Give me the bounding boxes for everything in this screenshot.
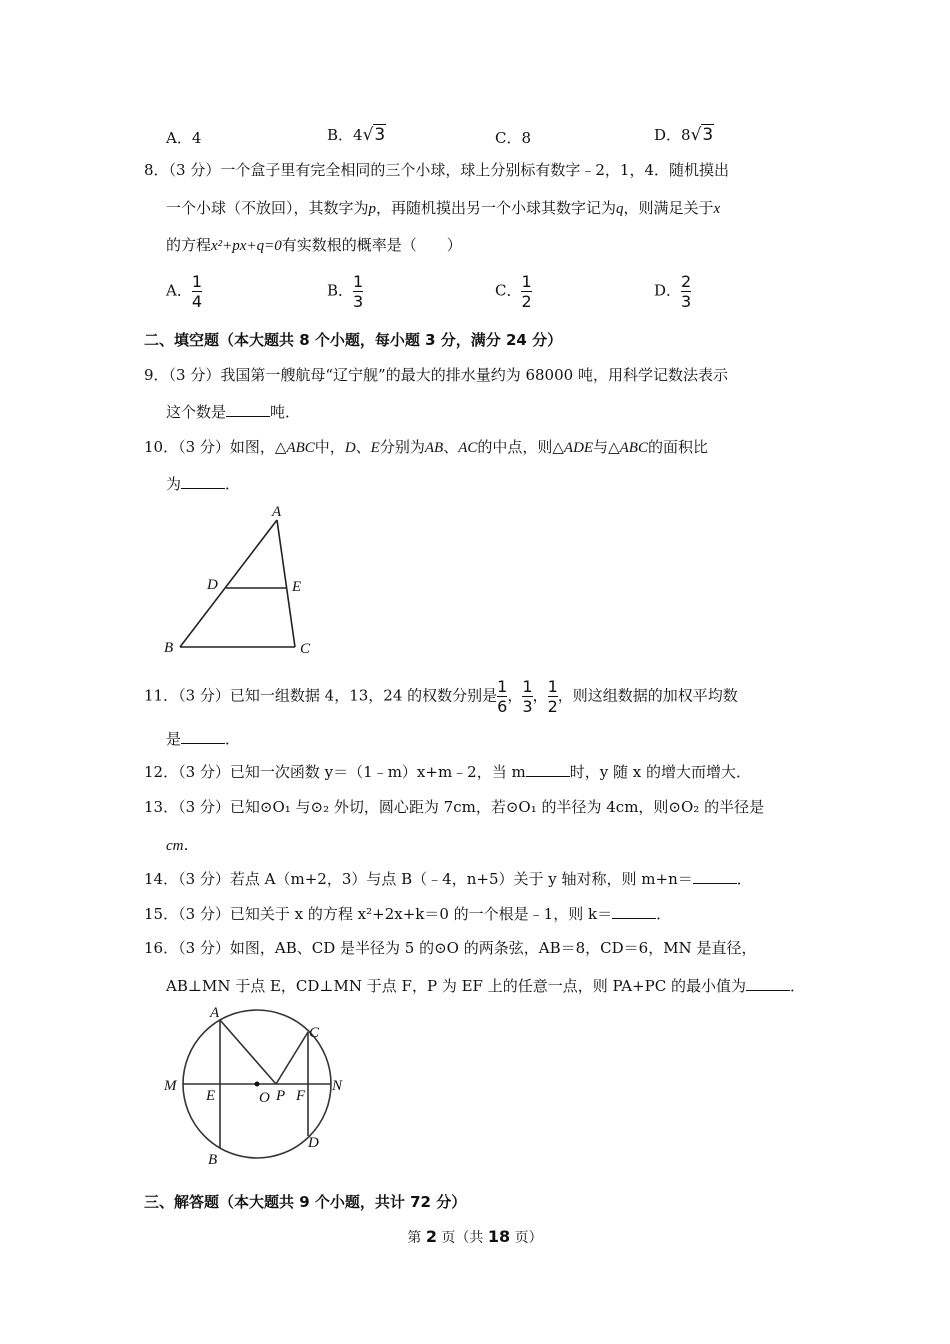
answer-blank[interactable] [693, 883, 737, 884]
text: ， [507, 686, 523, 705]
numerator: 2 [681, 272, 692, 291]
option-label: A． [166, 281, 192, 300]
fraction [522, 678, 532, 715]
q8-line3 [166, 235, 462, 256]
text: 为 [166, 475, 182, 493]
denominator: 4 [191, 292, 203, 311]
denominator: 3 [522, 697, 533, 716]
q16-line1 [144, 938, 756, 958]
question-text: （3 分）一个盒子里有完全相同的三个小球，球上分别标有数字﹣2，1，4．随机摸出 [168, 161, 729, 179]
var-x: x [713, 201, 721, 217]
option-label: C． [495, 129, 522, 147]
question-text: AB⊥MN 于点 E，CD⊥MN 于点 F，P 为 EF 上的任意一点，则 PA+PC 的最小值为 [166, 977, 746, 995]
segment-pc [276, 1032, 308, 1084]
question-text: （3 分）已知一次函数 y＝（1﹣m）x+m﹣2，当 m [178, 763, 526, 781]
fraction [521, 273, 531, 310]
q9-line2 [166, 402, 300, 422]
denominator: 2 [547, 697, 558, 716]
numerator: 1 [547, 677, 558, 696]
answer-blank[interactable] [526, 776, 570, 777]
q8-line1 [144, 160, 729, 180]
var-ade: ADE [563, 440, 594, 456]
option-value: 8 [521, 129, 532, 147]
equation: x²+px+q=0 [211, 238, 282, 254]
sqrt-symbol: √3 [362, 125, 386, 145]
text: 这个数是 [166, 403, 227, 421]
question-text: （3 分）如图，AB、CD 是半径为 5 的⊙O 的两条弦，AB＝8，CD＝6，MN 是直径， [178, 939, 757, 957]
question-number: 14． [144, 870, 179, 888]
q14-line [144, 869, 752, 889]
text: ． [789, 977, 805, 995]
page-number: 2 [425, 1227, 437, 1246]
answer-blank[interactable] [181, 488, 225, 489]
text: 中， [314, 438, 345, 456]
text: 的方程 [166, 236, 212, 254]
circle-figure [158, 1000, 358, 1172]
q10-line2 [166, 474, 240, 494]
var-ac: AC [458, 440, 478, 456]
denominator: 3 [353, 292, 364, 311]
question-text: 时，y 随 x 的增大而增大． [569, 763, 751, 781]
label-e: E [292, 579, 302, 595]
label-e: E [206, 1088, 216, 1104]
var-e: E [370, 440, 380, 456]
numerator: 1 [353, 272, 364, 291]
text: 是 [166, 730, 182, 748]
q13-line1 [144, 797, 764, 817]
label-b: B [164, 640, 174, 656]
var-q: q [616, 201, 624, 217]
q7-option-c [495, 127, 531, 148]
option-label: B． [327, 281, 354, 300]
label-m: M [164, 1078, 177, 1094]
radicand: 3 [374, 125, 386, 145]
fraction [681, 273, 691, 310]
text: （3 分）如图，△ [178, 438, 287, 456]
fraction [353, 273, 363, 310]
triangle-figure [160, 500, 320, 660]
page-footer [0, 1227, 950, 1247]
q7-option-b [327, 124, 386, 145]
segment-pa [220, 1020, 276, 1084]
text: 第 [407, 1230, 426, 1246]
text: 分别为 [379, 438, 425, 456]
var-d: D [344, 440, 356, 456]
var-abc: ABC [286, 440, 315, 456]
label-f: F [296, 1088, 306, 1104]
option-value: 4 [191, 129, 202, 147]
var-abc: ABC [619, 440, 648, 456]
text: 与△ [593, 438, 620, 456]
var-ab: AB [424, 440, 444, 456]
q13-line2 [166, 835, 199, 856]
option-coef: 4 [353, 126, 363, 144]
q8-line2 [166, 198, 720, 219]
q8-option-b [327, 273, 363, 310]
label-d: D [207, 577, 218, 593]
q8-option-d [654, 273, 691, 310]
label-p: P [276, 1088, 286, 1104]
q8-option-a [166, 273, 202, 310]
text: 、 [443, 438, 459, 456]
question-number: 9． [144, 366, 169, 384]
question-number: 8． [144, 161, 169, 179]
option-coef: 8 [681, 126, 691, 144]
q9-line1 [144, 365, 728, 385]
q8-option-c [495, 273, 532, 310]
question-text: （3 分）已知⊙O₁ 与⊙₂ 外切，圆心距为 7cm，若⊙O₁ 的半径为 4cm，则⊙O₂ 的半径是 [178, 798, 765, 816]
text: ， [532, 686, 548, 705]
text: 一个小球（不放回），其数字为 [166, 199, 369, 217]
answer-blank[interactable] [226, 416, 270, 417]
question-text: （3 分）若点 A（m+2，3）与点 B（﹣4，n+5）关于 y 轴对称，则 m+n＝ [178, 870, 693, 888]
text: 页） [510, 1230, 543, 1246]
q11-line2 [166, 729, 240, 749]
radicand: 3 [702, 125, 714, 145]
question-number: 12． [144, 763, 179, 781]
question-number: 16． [144, 939, 179, 957]
text: 页（共 [436, 1230, 488, 1246]
option-label: C． [495, 281, 522, 300]
q12-line [144, 762, 751, 782]
text: ，再随机摸出另一个小球其数字记为 [376, 199, 617, 217]
numerator: 1 [497, 677, 508, 696]
text: 吨． [270, 403, 301, 421]
answer-blank[interactable] [746, 990, 790, 991]
text: ． [225, 730, 241, 748]
section-3-heading: 三、解答题（本大题共 9 个小题，共计 72 分） [144, 1193, 467, 1211]
q7-option-d [654, 124, 714, 145]
center-point-o [255, 1082, 260, 1087]
unit-text: cm． [166, 838, 199, 854]
option-label: A． [166, 129, 192, 147]
question-number: 15． [144, 905, 179, 923]
denominator: 3 [681, 292, 692, 311]
side-ab [180, 520, 277, 647]
denominator: 6 [497, 697, 508, 716]
text: （3 分）已知一组数据 4，13，24 的权数分别是 [178, 686, 498, 705]
numerator: 1 [521, 272, 532, 291]
q16-line2 [166, 976, 805, 996]
question-number: 13． [144, 798, 179, 816]
text: 有实数根的概率是（ ） [281, 236, 462, 254]
question-text: （3 分）我国第一艘航母“辽宁舰”的最大的排水量约为 68000 吨，用科学记数法表示 [168, 366, 728, 384]
label-b: B [208, 1152, 218, 1168]
answer-blank[interactable] [181, 743, 225, 744]
total-pages: 18 [487, 1227, 511, 1246]
text: 的面积比 [647, 438, 708, 456]
text: ． [225, 475, 241, 493]
label-d: D [308, 1135, 319, 1151]
var-p: p [368, 201, 377, 217]
question-text: （3 分）已知关于 x 的方程 x²+2x+k＝0 的一个根是﹣1，则 k＝ [178, 905, 613, 923]
label-o: O [259, 1090, 270, 1106]
text: ． [736, 870, 752, 888]
option-label: D． [654, 126, 682, 144]
section-2-heading: 二、填空题（本大题共 8 个小题，每小题 3 分，满分 24 分） [144, 331, 563, 349]
answer-blank[interactable] [612, 918, 656, 919]
question-number: 10． [144, 438, 179, 456]
fraction [548, 678, 558, 715]
option-label: D． [654, 281, 682, 300]
text: ． [656, 905, 672, 923]
option-label: B． [327, 126, 354, 144]
label-c: C [309, 1025, 320, 1041]
label-c: C [300, 641, 311, 657]
text: 的中点，则△ [477, 438, 564, 456]
q10-line1 [144, 437, 708, 458]
label-n: N [332, 1078, 343, 1094]
sqrt-symbol: √3 [690, 125, 714, 145]
text: ，则满足关于 [623, 199, 714, 217]
question-number: 11． [144, 686, 179, 705]
text: ，则这组数据的加权平均数 [557, 686, 738, 705]
q7-option-a [166, 127, 201, 148]
numerator: 1 [191, 272, 203, 291]
label-a: A [272, 504, 282, 520]
fraction [497, 678, 507, 715]
label-a: A [210, 1005, 220, 1021]
numerator: 1 [522, 677, 533, 696]
fraction [192, 273, 202, 310]
q11-line1 [144, 678, 738, 715]
q15-line [144, 904, 671, 924]
text: 、 [355, 438, 371, 456]
denominator: 2 [521, 292, 532, 311]
